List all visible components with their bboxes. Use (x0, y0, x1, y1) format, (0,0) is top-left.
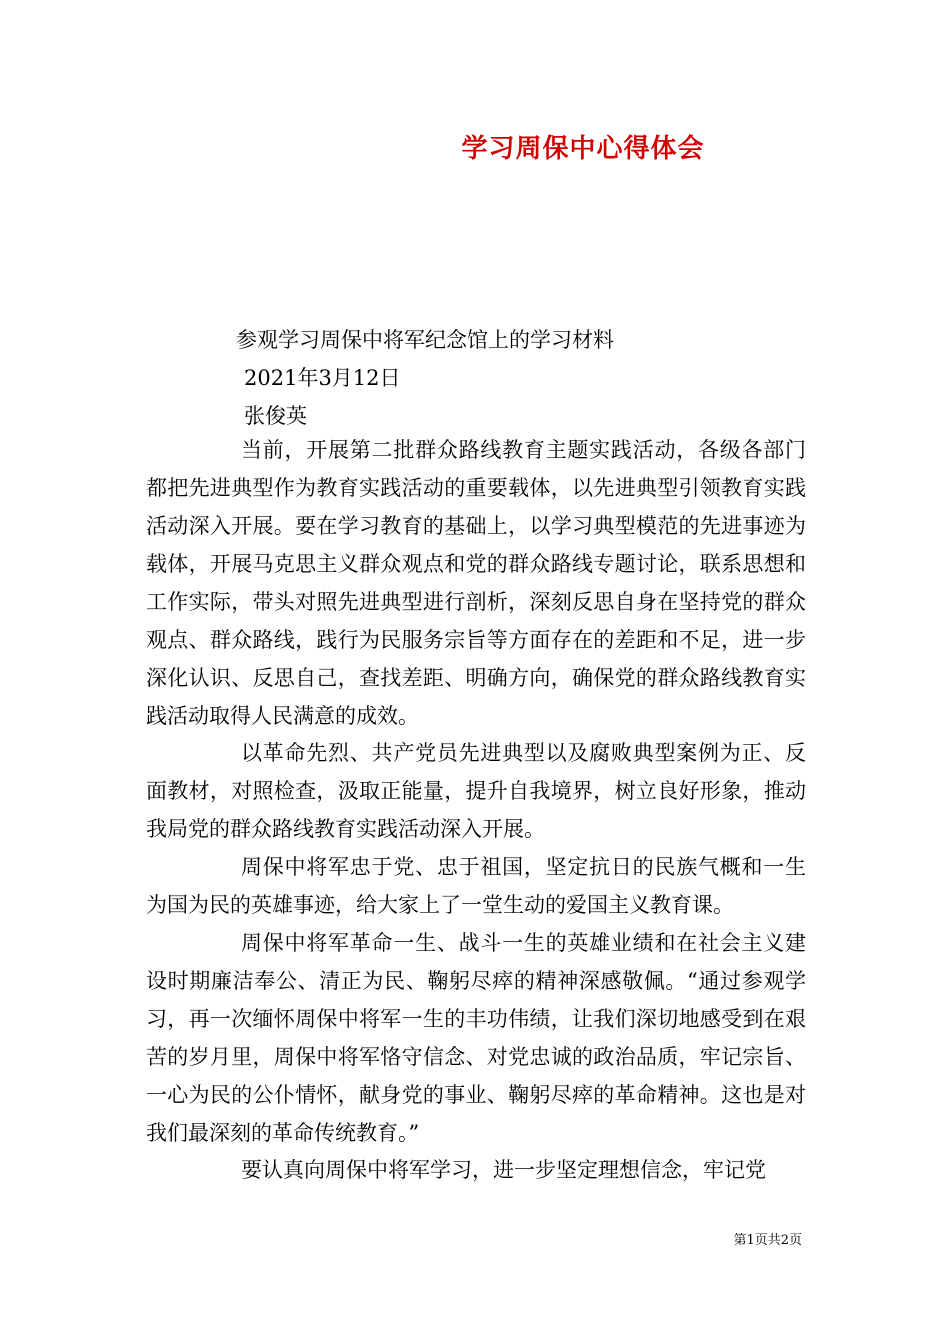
paragraph: 当前，开展第二批群众路线教育主题实践活动，各级各部门都把先进典型作为教育实践活动的重要载体，以先进典型引领教育实践活动深入开展。要在学习教育的基础上，以学习典型模范的先进事迹为载体，开展马克思主义群众观点和党的群众路线专题讨论，联系思想和工作实际，带头对照先进典型进行剖析，深刻反思自身在坚持党的群众观点、群众路线，践行为民服务宗旨等方面存在的差距和不足，进一步深化认识、反思自己，查找差距、明确方向，确保党的群众路线教育实践活动取得人民满意的成效。 (146, 438, 806, 728)
paragraph: 以革命先烈、共产党员先进典型以及腐败典型案例为正、反面教材，对照检查，汲取正能量，提升自我境界，树立良好形象，推动我局党的群众路线教育实践活动深入开展。 (146, 741, 806, 841)
document-author: 张俊英 (244, 404, 307, 428)
page-number: 第1页共2页 (733, 1233, 802, 1248)
paragraph: 要认真向周保中将军学习，进一步坚定理想信念，牢记党 (241, 1158, 766, 1182)
paragraph: 周保中将军忠于党、忠于祖国，坚定抗日的民族气概和一生为国为民的英雄事迹，给大家上了一堂生动的爱国主义教育课。 (146, 855, 806, 917)
document-subtitle: 参观学习周保中将军纪念馆上的学习材料 (236, 328, 614, 352)
document-date: 2021年3月12日 (244, 366, 401, 390)
document-title: 学习周保中心得体会 (461, 134, 705, 164)
paragraph: 周保中将军革命一生、战斗一生的英雄业绩和在社会主义建设时期廉洁奉公、清正为民、鞠躬尽瘁的精神深感敬佩。“通过参观学习，再一次缅怀周保中将军一生的丰功伟绩，让我们深切地感受到在艰苦的岁月里，周保中将军恪守信念、对党忠诚的政治品质，牢记宗旨、一心为民的公仆情怀，献身党的事业、鞠躬尽瘁的革命精神。这也是对我们最深刻的革命传统教育。” (146, 931, 806, 1145)
